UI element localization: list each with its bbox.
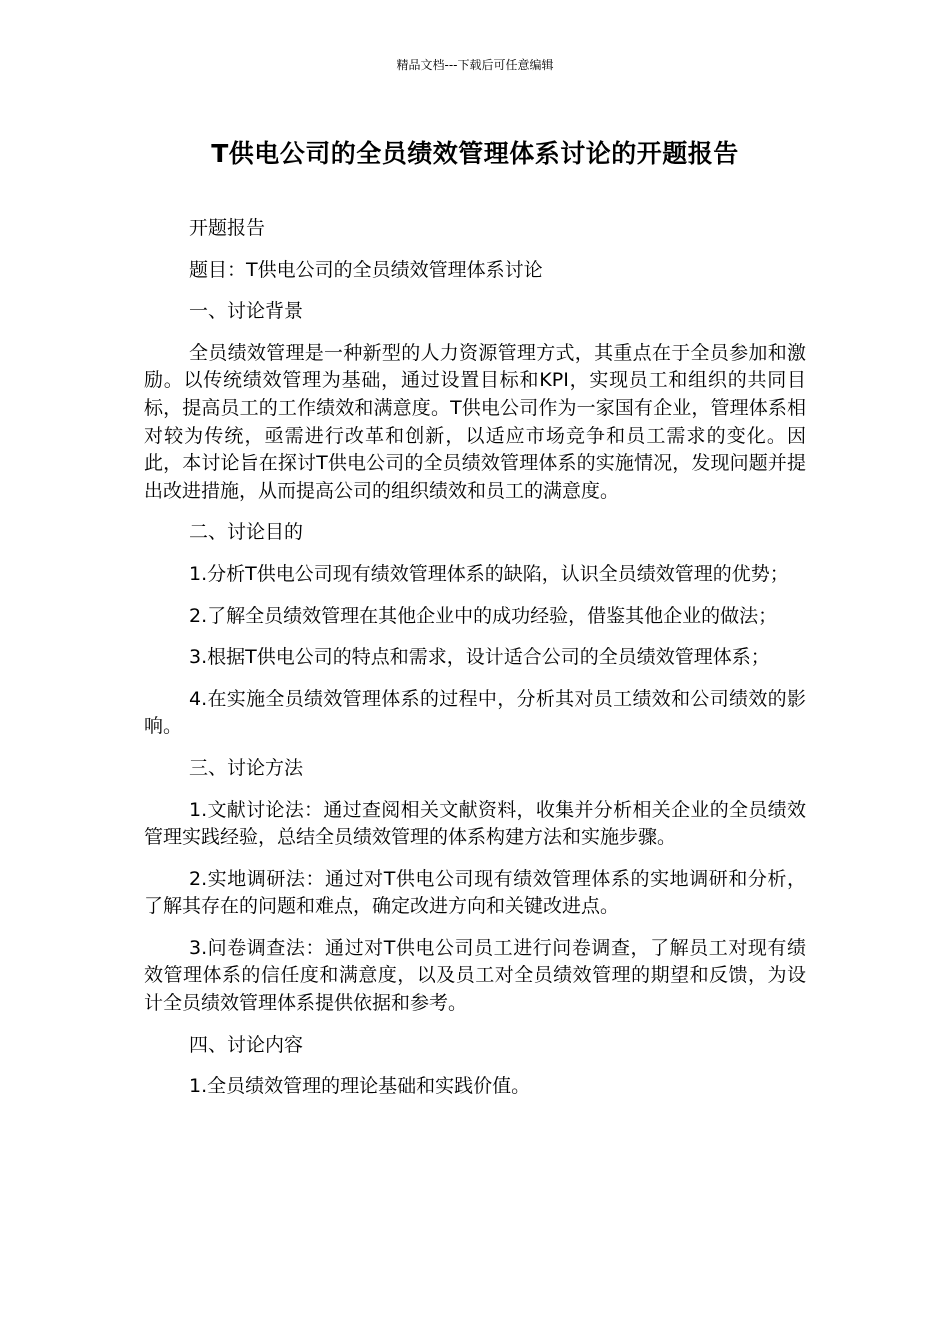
list-item-purpose-2: 2.了解全员绩效管理在其他企业中的成功经验，借鉴其他企业的做法； [189,604,778,627]
paragraph-background: 全员绩效管理是一种新型的人力资源管理方式，其重点在于全员参加和激励。以传统绩效管理为基础，通过设置目标和KPI，实现员工和组织的共同目标，提高员工的工作绩效和满意度。T供电公司作为一家国有企业，管理体系相对较为传统，亟需进行改革和创新，以适应市场竞争和员工需求的变化。因此，本讨论旨在探讨T供电公司的全员绩效管理体系的实施情况，发现问题并提出改进措施，从而提高公司的组织绩效和员工的满意度。 [144,341,806,502]
document-title: T供电公司的全员绩效管理体系讨论的开题报告 [211,139,739,168]
section-heading-purpose: 二、讨论目的 [189,521,304,544]
section-heading-background: 一、讨论背景 [189,300,304,323]
list-item-method-3: 3.问卷调查法：通过对T供电公司员工进行问卷调查，了解员工对现有绩效管理体系的信任度和满意度，以及员工对全员绩效管理的期望和反馈，为设计全员绩效管理体系提供依据和参考。 [144,936,806,1015]
section-heading-method: 三、讨论方法 [189,756,304,779]
section-heading-content: 四、讨论内容 [189,1033,304,1056]
document-body [144,215,806,1115]
paragraph-topic: 题目：T供电公司的全员绩效管理体系讨论 [189,258,543,281]
list-item-purpose-3: 3.根据T供电公司的特点和需求，设计适合公司的全员绩效管理体系； [189,646,770,669]
list-item-method-1: 1.文献讨论法：通过查阅相关文献资料，收集并分析相关企业的全员绩效管理实践经验，总结全员绩效管理的体系构建方法和实施步骤。 [144,798,806,849]
list-item-purpose-4: 4.在实施全员绩效管理体系的过程中，分析其对员工绩效和公司绩效的影响。 [144,687,806,738]
list-item-method-2: 2.实地调研法：通过对T供电公司现有绩效管理体系的实地调研和分析，了解其存在的问题和难点，确定改进方向和关键改进点。 [144,867,806,918]
list-item-content-1: 1.全员绩效管理的理论基础和实践价值。 [189,1075,531,1098]
paragraph-report-label: 开题报告 [189,217,266,239]
list-item-purpose-1: 1.分析T供电公司现有绩效管理体系的缺陷，认识全员绩效管理的优势； [189,562,789,585]
header-note: 精品文档---下载后可任意编辑 [396,58,554,72]
